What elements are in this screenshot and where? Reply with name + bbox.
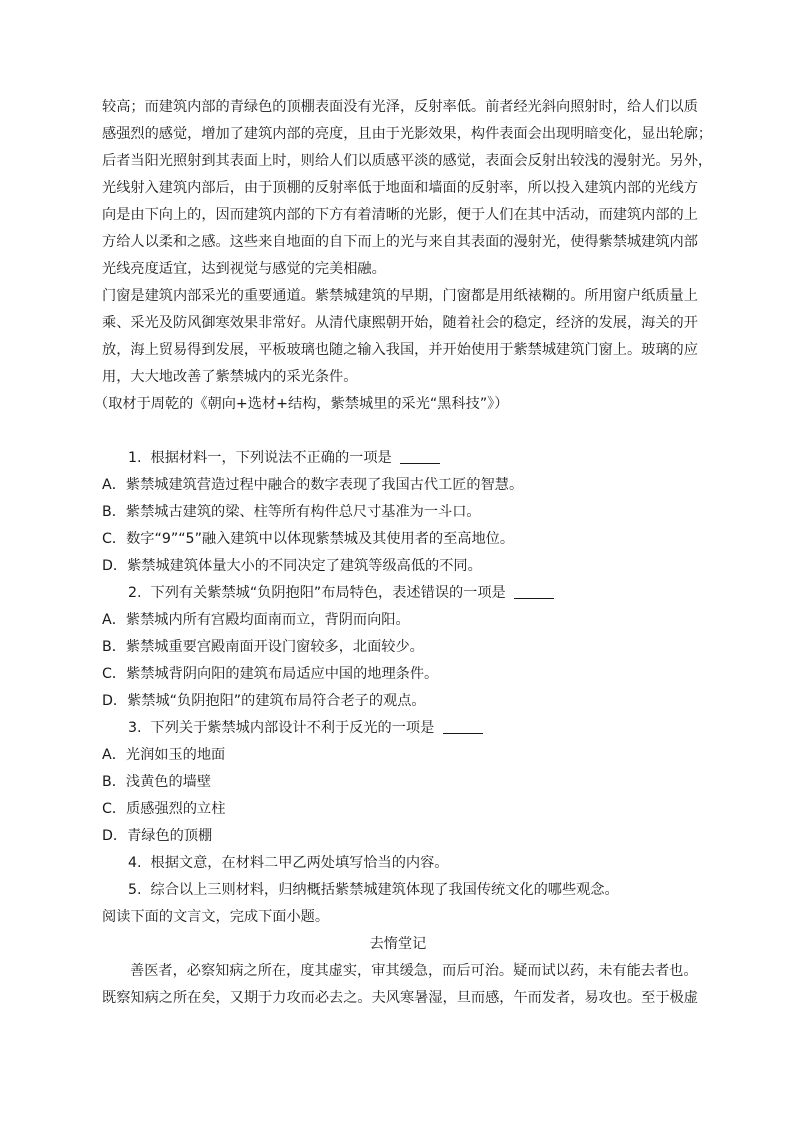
passage-line: 放，海上贸易得到发展，平板玻璃也随之输入我国，并开始使用于紫禁城建筑门窗上。玻璃的应 [102, 342, 698, 358]
passage-paragraph-1 [102, 94, 713, 283]
passage-line: 方给人以柔和之感。这些来自地面的自下而上的光与来自其表面的漫射光，使得紫禁城建筑内部 [102, 234, 698, 250]
question-number: 3. [128, 720, 142, 736]
option-a: A．紫禁城内所有宫殿均面南而立，背阴而向阳。 [102, 612, 410, 628]
question-number: 5. [128, 882, 142, 898]
question-stem [102, 580, 694, 607]
question-3 [102, 715, 694, 850]
question-number: 2. [128, 585, 142, 601]
question-number: 4. [128, 855, 142, 871]
passage-paragraph-2 [102, 283, 698, 391]
answer-blank[interactable] [443, 717, 483, 734]
option-d: D．紫禁城“负阴抱阳”的建筑布局符合老子的观点。 [102, 693, 426, 709]
option-a: A．紫禁城建筑营造过程中融合的数字表现了我国古代工匠的智慧。 [102, 477, 524, 493]
classical-line: 既察知病之所在矣，又期于力攻而必去之。夫风寒暑湿，旦而感，午而发者，易攻也。至于极虚 [102, 990, 698, 1006]
question-stem [102, 715, 694, 742]
question-text: 下列有关紫禁城“负阴抱阳”布局特色，表述错误的一项是 [150, 585, 506, 601]
passage-line: 用，大大地改善了紫禁城内的采光条件。 [102, 369, 358, 385]
passage-line: 向是由下向上的，因而建筑内部的下方有着清晰的光影，便于人们在其中活动，而建筑内部的上 [102, 207, 698, 223]
answer-blank[interactable] [400, 447, 440, 464]
question-1 [102, 445, 694, 580]
question-5 [102, 877, 694, 904]
question-text: 根据文意，在材料二甲乙两处填写恰当的内容。 [150, 855, 449, 871]
question-text: 综合以上三则材料，归纳概括紫禁城建筑体现了我国传统文化的哪些观念。 [150, 882, 619, 898]
classical-title: 去惰堂记 [369, 936, 427, 952]
passage-line: 光线射入建筑内部后，由于顶棚的反射率低于地面和墙面的反射率，所以投入建筑内部的光线方 [102, 180, 698, 196]
option-c: C．质感强烈的立柱 [102, 801, 226, 817]
option-b: B．紫禁城重要宫殿南面开设门窗较多，北面较少。 [102, 639, 424, 655]
passage-line: 较高；而建筑内部的青绿色的顶棚表面没有光泽，反射率低。前者经光斜向照射时，给人们以质 [102, 99, 698, 115]
option-b: B．浅黄色的墙壁 [102, 774, 212, 790]
answer-blank[interactable] [514, 582, 554, 599]
question-stem [102, 850, 694, 877]
question-2 [102, 580, 694, 715]
classical-intro: 阅读下面的文言文，完成下面小题。 [102, 909, 330, 925]
classical-passage [102, 958, 698, 1012]
option-d: D．紫禁城建筑体量大小的不同决定了建筑等级高低的不同。 [102, 558, 482, 574]
passage-line: 门窗是建筑内部采光的重要通道。紫禁城建筑的早期，门窗都是用纸裱糊的。所用窗户纸质量上 [102, 288, 698, 304]
option-c: C．紫禁城背阴向阳的建筑布局适应中国的地理条件。 [102, 666, 439, 682]
passage-line: 乘、采光及防风御寒效果非常好。从清代康熙朝开始，随着社会的稳定，经济的发展，海关的开 [102, 315, 698, 331]
passage-line: 光线亮度适宜，达到视觉与感觉的完美相融。 [102, 261, 386, 277]
document-body [94, 94, 713, 1012]
passage-line: 感强烈的感觉，增加了建筑内部的亮度，且由于光影效果，构件表面会出现明暗变化，显出轮廓； [102, 126, 713, 142]
option-d: D．青绿色的顶棚 [102, 828, 213, 844]
source-note: （取材于周乾的《朝向+选材+结构，紫禁城里的采光“黑科技”》） [94, 396, 509, 412]
option-a: A．光润如玉的地面 [102, 747, 226, 763]
classical-line: 善医者，必察知病之所在，度其虚实，审其缓急，而后可治。疑而试以药，未有能去者也。 [130, 963, 698, 979]
question-4 [102, 850, 694, 877]
question-text: 下列关于紫禁城内部设计不利于反光的一项是 [150, 720, 435, 736]
option-b: B．紫禁城古建筑的梁、柱等所有构件总尺寸基准为一斗口。 [102, 504, 481, 520]
question-stem [102, 877, 694, 904]
question-text: 根据材料一，下列说法不正确的一项是 [150, 450, 392, 466]
question-stem [102, 445, 694, 472]
blank-line [102, 418, 694, 445]
option-c: C．数字“9”“5”融入建筑中以体现紫禁城及其使用者的至高地位。 [102, 531, 515, 547]
passage-line: 后者当阳光照射到其表面上时，则给人们以质感平淡的感觉，表面会反射出较浅的漫射光。另外， [102, 153, 713, 169]
question-number: 1. [128, 450, 142, 466]
